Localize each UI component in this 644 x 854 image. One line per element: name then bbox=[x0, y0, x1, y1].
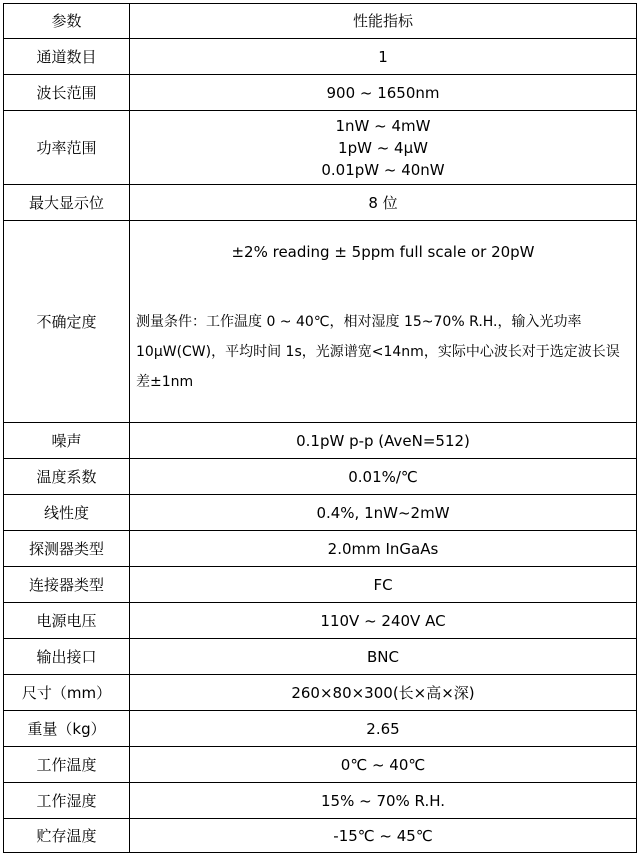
param-label-cell: 温度系数 bbox=[4, 459, 130, 495]
param-label-cell: 波长范围 bbox=[4, 75, 130, 111]
header-row bbox=[4, 4, 637, 39]
table-row bbox=[4, 783, 637, 819]
param-label-cell: 不确定度 bbox=[4, 221, 130, 423]
table-row bbox=[4, 531, 637, 567]
measurement-condition-note: 测量条件：工作温度 0 ~ 40℃，相对湿度 15~70% R.H.，输入光功率 10μW(CW)，平均时间 1s，光源谱宽<14nm，实际中心波长对于选定波长误差±1nm bbox=[136, 313, 620, 390]
param-label-cell: 探测器类型 bbox=[4, 531, 130, 567]
spec-value-cell bbox=[130, 639, 637, 675]
param-label-cell: 连接器类型 bbox=[4, 567, 130, 603]
param-label-cell: 噪声 bbox=[4, 423, 130, 459]
spec-table bbox=[3, 3, 637, 853]
table-row bbox=[4, 495, 637, 531]
spec-value-line: 8 位 bbox=[368, 193, 398, 212]
spec-value-line: 900 ~ 1650nm bbox=[326, 83, 440, 102]
spec-value-cell bbox=[130, 675, 637, 711]
spec-value-cell bbox=[130, 39, 637, 75]
spec-value-line: 2.0mm InGaAs bbox=[327, 539, 439, 558]
param-label-cell: 最大显示位 bbox=[4, 185, 130, 221]
param-label-cell: 工作湿度 bbox=[4, 783, 130, 819]
spec-value-line: 260×80×300(长×高×深) bbox=[291, 683, 475, 702]
spec-value-cell bbox=[130, 711, 637, 747]
header-param-cell: 参数 bbox=[4, 4, 130, 39]
table-row bbox=[4, 423, 637, 459]
spec-value-line: 1nW ~ 4mW bbox=[335, 116, 431, 135]
spec-value-cell bbox=[130, 495, 637, 531]
table-row bbox=[4, 711, 637, 747]
table-row bbox=[4, 459, 637, 495]
spec-value-line: 0.1pW p-p (AveN=512) bbox=[296, 431, 470, 450]
spec-value-cell bbox=[130, 819, 637, 853]
spec-value-line: 0℃ ~ 40℃ bbox=[340, 755, 426, 774]
spec-value-line: 0.4%, 1nW~2mW bbox=[316, 503, 450, 522]
table-row bbox=[4, 111, 637, 185]
spec-value-line: 2.65 bbox=[366, 719, 400, 738]
param-label-cell: 通道数目 bbox=[4, 39, 130, 75]
param-label-cell: 贮存温度 bbox=[4, 819, 130, 853]
spec-value-cell bbox=[130, 603, 637, 639]
spec-value-line: 1pW ~ 4μW bbox=[338, 138, 428, 157]
spec-value-line: 110V ~ 240V AC bbox=[320, 611, 446, 630]
spec-value-line: 0.01pW ~ 40nW bbox=[321, 160, 445, 179]
param-label-cell: 重量（kg） bbox=[4, 711, 130, 747]
table-row bbox=[4, 819, 637, 853]
spec-value-line: FC bbox=[373, 575, 393, 594]
param-label-cell: 输出接口 bbox=[4, 639, 130, 675]
spec-value-cell bbox=[130, 459, 637, 495]
spec-value-cell bbox=[130, 185, 637, 221]
spec-value-line: 0.01%/℃ bbox=[348, 467, 418, 486]
spec-value-cell bbox=[130, 567, 637, 603]
spec-value-line: -15℃ ~ 45℃ bbox=[333, 826, 433, 845]
param-label-cell: 尺寸（mm） bbox=[4, 675, 130, 711]
spec-value-cell bbox=[130, 783, 637, 819]
spec-value-line: 1 bbox=[378, 47, 388, 66]
header-spec-cell: 性能指标 bbox=[130, 4, 637, 39]
spacer bbox=[134, 263, 632, 307]
spec-value-line: BNC bbox=[367, 647, 399, 666]
table-row bbox=[4, 75, 637, 111]
table-row bbox=[4, 185, 637, 221]
spec-value-cell bbox=[130, 531, 637, 567]
table-row bbox=[4, 603, 637, 639]
param-label-cell: 功率范围 bbox=[4, 111, 130, 185]
spec-value-cell bbox=[130, 423, 637, 459]
spec-value-cell bbox=[130, 221, 637, 423]
table-row bbox=[4, 39, 637, 75]
spec-value-line: 15% ~ 70% R.H. bbox=[321, 791, 445, 810]
spec-value-cell bbox=[130, 75, 637, 111]
table-row bbox=[4, 747, 637, 783]
table-row bbox=[4, 221, 637, 423]
param-label-cell: 电源电压 bbox=[4, 603, 130, 639]
table-row bbox=[4, 675, 637, 711]
spec-value-cell bbox=[130, 111, 637, 185]
table-row bbox=[4, 567, 637, 603]
spec-value-cell bbox=[130, 747, 637, 783]
param-label-cell: 工作温度 bbox=[4, 747, 130, 783]
param-label-cell: 线性度 bbox=[4, 495, 130, 531]
table-row bbox=[4, 639, 637, 675]
spec-value-line: ±2% reading ± 5ppm full scale or 20pW bbox=[231, 242, 535, 261]
